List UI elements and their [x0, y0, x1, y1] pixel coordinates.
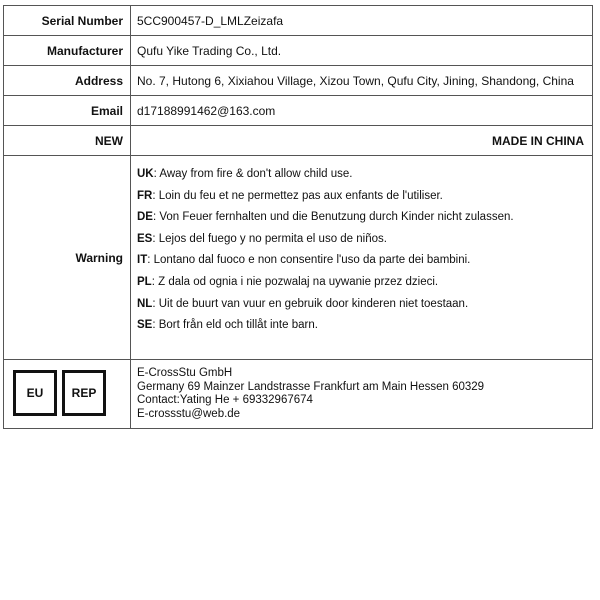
warning-line-se: SE: Bort från eld och tillåt inte barn.	[137, 319, 318, 332]
email-row	[4, 96, 593, 126]
manufacturer-row	[4, 36, 593, 66]
warning-line-it: IT: Lontano dal fuoco e non consentire l'uso da parte dei bambini.	[137, 254, 471, 267]
serial-number-value: 5CC900457-D_LMLZeizafa	[131, 6, 593, 36]
warning-lines	[131, 156, 593, 360]
warning-key: Warning	[4, 156, 131, 360]
warning-line-de: DE: Von Feuer fernhalten und die Benutzung durch Kinder nicht zulassen.	[137, 211, 514, 224]
address-value: No. 7, Hutong 6, Xixiahou Village, Xizou Town, Qufu City, Jining, Shandong, China	[131, 66, 593, 96]
condition-label: NEW	[4, 126, 131, 156]
warning-line-fr: FR: Loin du feu et ne permettez pas aux enfants de l'utiliser.	[137, 189, 443, 202]
manufacturer-key: Manufacturer	[4, 36, 131, 66]
eu-rep-details	[131, 360, 593, 429]
manufacturer-value: Qufu Yike Trading Co., Ltd.	[131, 36, 593, 66]
eu-rep-row	[4, 360, 593, 429]
warning-line-nl: NL: Uit de buurt van vuur en gebruik door kinderen niet toestaan.	[137, 297, 469, 310]
warning-row	[4, 156, 593, 360]
warning-line-uk: UK: Away from fire & don't allow child use.	[137, 168, 353, 180]
email-value: d17188991462@163.com	[131, 96, 593, 126]
eu-rep-company: E-CrossStu GmbH	[137, 367, 233, 379]
product-label-table	[3, 5, 593, 429]
eu-rep-badge	[4, 360, 131, 429]
warning-line-pl: PL: Z dala od ognia i nie pozwalaj na uywanie przez dzieci.	[137, 275, 439, 288]
origin-label: MADE IN CHINA	[131, 126, 593, 156]
eu-badge: EU	[13, 370, 57, 416]
eu-rep-email: E-crossstu@web.de	[137, 407, 241, 420]
address-row	[4, 66, 593, 96]
warning-line-es: ES: Lejos del fuego y no permita el uso de niños.	[137, 232, 387, 245]
eu-rep-address: Germany 69 Mainzer Landstrasse Frankfurt am Main Hessen 60329	[137, 380, 485, 393]
condition-row	[4, 126, 593, 156]
serial-number-key: Serial Number	[4, 6, 131, 36]
serial-number-row	[4, 6, 593, 36]
eu-rep-contact: Contact:Yating He + 69332967674	[137, 394, 313, 406]
email-key: Email	[4, 96, 131, 126]
address-key: Address	[4, 66, 131, 96]
rep-badge: REP	[62, 370, 106, 416]
